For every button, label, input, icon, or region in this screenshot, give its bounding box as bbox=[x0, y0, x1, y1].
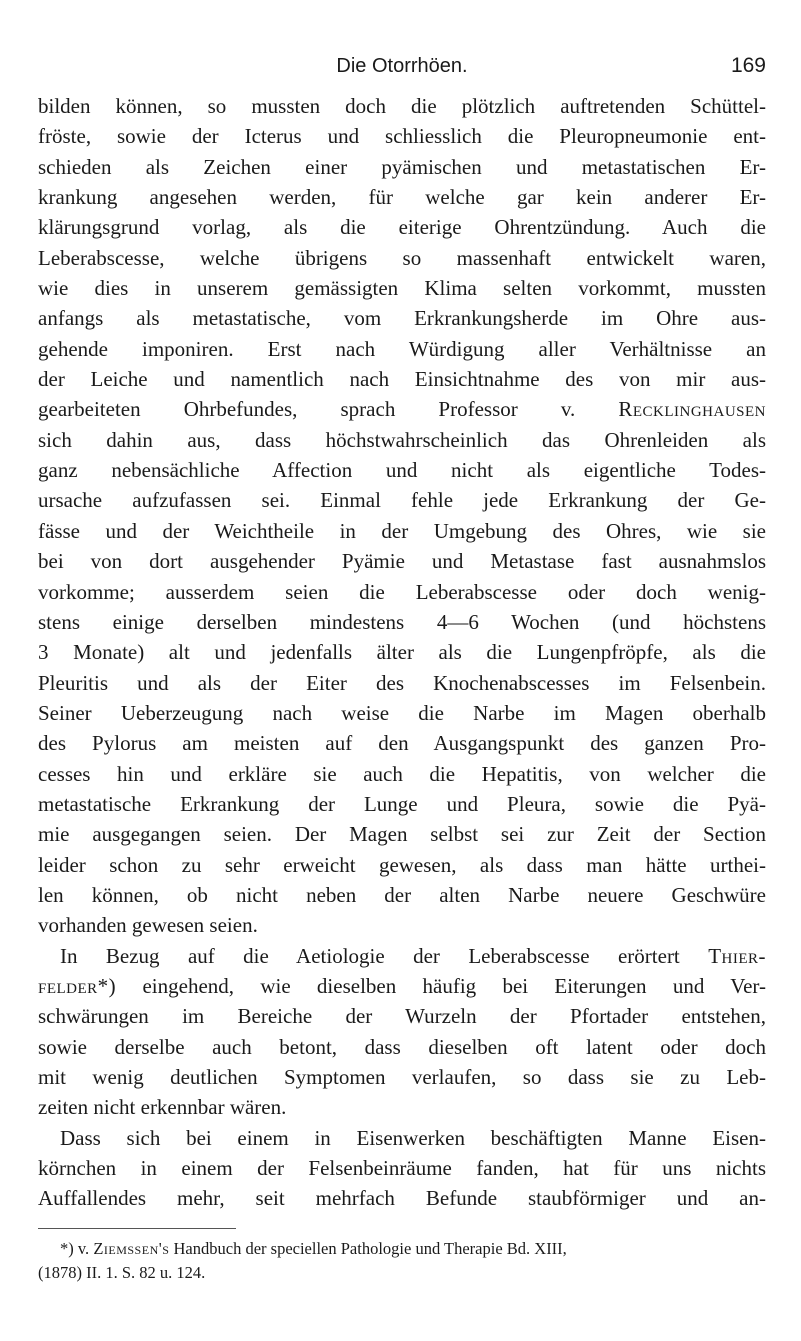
text-line: bilden können, so mussten doch die plötzlich auftretenden Schüttel- bbox=[38, 94, 766, 118]
text-line: fröste, sowie der Icterus und schliesslich die Pleuropneumonie ent- bbox=[38, 124, 766, 149]
text-line: Leberabscesse, welche übrigens so massenhaft entwickelt waren, bbox=[38, 245, 766, 270]
text-line: mit wenig deutlichen Symptomen verlaufen, so dass sie zu Leb- bbox=[38, 1065, 766, 1089]
text-line-with-name bbox=[38, 941, 766, 971]
text-line: ganz nebensächliche Affection und nicht als eigentliche Todes- bbox=[38, 458, 766, 483]
footnote-line bbox=[38, 1237, 766, 1261]
text-line: len können, ob nicht neben der alten Narbe neuere Geschwüre bbox=[38, 882, 766, 907]
text-line: schieden als Zeichen einer pyämischen und metastatischen Er- bbox=[38, 154, 766, 179]
footnote-line: (1878) II. 1. S. 82 u. 124. bbox=[38, 1262, 206, 1282]
text-line: gehende imponiren. Erst nach Würdigung aller Verhältnisse an bbox=[38, 336, 766, 361]
text-fragment: eingehend, wie dieselben häufig bei Eiterungen und Ver- bbox=[142, 973, 766, 998]
text-line: sowie derselbe auch betont, dass dieselben oft latent oder doch bbox=[38, 1034, 766, 1059]
text-line: zeiten nicht erkennbar wären. bbox=[38, 1095, 287, 1120]
text-line: vorkomme; ausserdem seien die Leberabscesse oder doch wenig- bbox=[38, 579, 766, 604]
footnote-text: Handbuch der speciellen Pathologie und Therapie Bd. XIII, bbox=[173, 1238, 567, 1258]
running-head bbox=[38, 46, 766, 86]
person-name: Ziemssen's bbox=[93, 1238, 170, 1258]
text-line: Seiner Ueberzeugung nach weise die Narbe im Magen oberhalb bbox=[38, 700, 766, 725]
text-fragment: gearbeiteten Ohrbefundes, sprach Professor v. bbox=[38, 397, 576, 422]
text-line: fässe und der Weichtheile in der Umgebung des Ohres, wie sie bbox=[38, 518, 766, 543]
text-line: der Leiche und namentlich nach Einsichtnahme des von mir aus- bbox=[38, 367, 766, 392]
text-line: klärungsgrund vorlag, als die eiterige Ohrentzündung. Auch die bbox=[38, 215, 766, 240]
footnote-marker: *) v. bbox=[60, 1238, 90, 1258]
text-line: bei von dort ausgehender Pyämie und Metastase fast ausnahmslos bbox=[38, 549, 766, 574]
text-line: mie ausgegangen seien. Der Magen selbst sei zur Zeit der Section bbox=[38, 822, 766, 847]
text-line: vorhanden gewesen seien. bbox=[38, 913, 258, 938]
text-line: stens einige derselben mindestens 4—6 Wochen (und höchstens bbox=[38, 609, 766, 634]
person-name: felder*) bbox=[38, 973, 117, 998]
text-line: Dass sich bei einem in Eisenwerken beschäftigten Manne Eisen- bbox=[60, 1125, 766, 1150]
text-line-with-name bbox=[38, 394, 766, 424]
text-line: 3 Monate) alt und jedenfalls älter als die Lungenpfröpfe, als die bbox=[38, 640, 766, 665]
text-line: Auffallendes mehr, seit mehrfach Befunde staubförmiger und an- bbox=[38, 1186, 766, 1211]
text-line: des Pylorus am meisten auf den Ausgangspunkt des ganzen Pro- bbox=[38, 731, 766, 756]
text-line-with-name bbox=[38, 971, 766, 1001]
text-line: Pleuritis und als der Eiter des Knochenabscesses im Felsenbein. bbox=[38, 670, 766, 695]
text-line: körnchen in einem der Felsenbeinräume fanden, hat für uns nichts bbox=[38, 1156, 766, 1181]
page-number: 169 bbox=[730, 54, 766, 77]
text-line: krankung angesehen werden, für welche gar kein anderer Er- bbox=[38, 185, 766, 210]
footnote-divider bbox=[38, 1228, 236, 1229]
book-page bbox=[38, 0, 766, 1285]
text-line: cesses hin und erkläre sie auch die Hepatitis, von welcher die bbox=[38, 761, 766, 786]
footnote bbox=[38, 1237, 766, 1285]
text-line: sich dahin aus, dass höchstwahrscheinlich das Ohrenleiden als bbox=[38, 427, 766, 452]
text-line: metastatische Erkrankung der Lunge und Pleura, sowie die Pyä- bbox=[38, 791, 766, 816]
text-line: ursache aufzufassen sei. Einmal fehle jede Erkrankung der Ge- bbox=[38, 488, 766, 513]
body-text bbox=[38, 91, 766, 1214]
text-line: wie dies in unserem gemässigten Klima selten vorkommt, mussten bbox=[38, 276, 766, 301]
text-line: leider schon zu sehr erweicht gewesen, als dass man hätte urthei- bbox=[38, 852, 766, 877]
person-name: Recklinghausen bbox=[618, 397, 767, 422]
person-name: Thier- bbox=[708, 943, 767, 968]
running-title: Die Otorrhöen. bbox=[336, 55, 468, 77]
text-fragment: In Bezug auf die Aetiologie der Leberabscesse erörtert bbox=[60, 943, 680, 968]
text-line: schwärungen im Bereiche der Wurzeln der Pfortader entstehen, bbox=[38, 1004, 766, 1029]
text-line: anfangs als metastatische, vom Erkrankungsherde im Ohre aus- bbox=[38, 306, 766, 331]
